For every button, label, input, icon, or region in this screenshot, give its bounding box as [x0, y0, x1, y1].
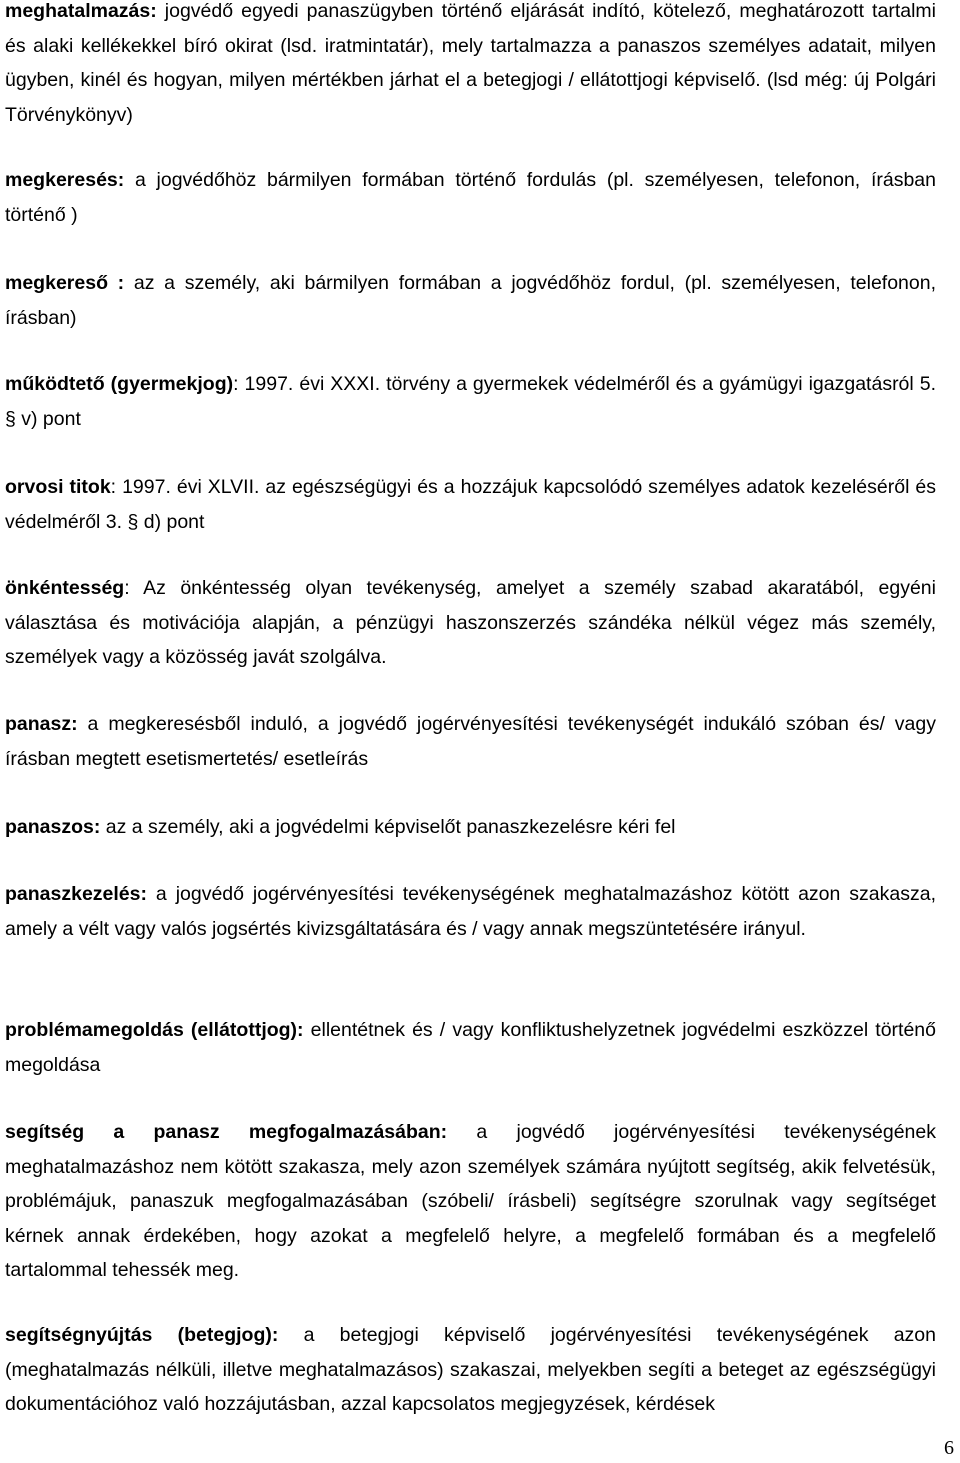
definition-text: a jogvédő jogérvényesítési tevékenységének meghatalmazáshoz kötött azon szakasza, amely a vélt vagy valós jogsértés kivizsgáltatására és / vagy annak megszüntetésére irányul. — [5, 883, 936, 940]
definition-text: a jogvédőhöz bármilyen formában történő fordulás (pl. személyesen, telefonon, írásban történő ) — [5, 169, 936, 226]
definition-panaszos — [5, 810, 936, 845]
definition-panaszkezeles — [5, 877, 936, 946]
definition-text: az a személy, aki a jogvédelmi képviselőt panaszkezelésre kéri fel — [100, 816, 676, 838]
definition-term: segítség a panasz megfogalmazásában: — [5, 1121, 448, 1143]
definition-meghatalmazas — [5, 0, 936, 132]
definition-term: segítségnyújtás (betegjog): — [5, 1324, 279, 1346]
definition-megkereses — [5, 163, 936, 232]
definition-onkentesseg — [5, 571, 936, 675]
definition-text: Az önkéntesség olyan tevékenység, amelyet a személy szabad akaratából, egyéni választása és motivációja alapján, a pénzügyi haszonszerzés szándéka nélkül végez más személy, személyek vagy a közösség javát szolgálva. — [5, 577, 936, 668]
definition-separator: : — [233, 373, 239, 395]
definition-problemamegoldas — [5, 1013, 936, 1082]
definition-term: megkeresés: — [5, 169, 125, 191]
definition-term: önkéntesség — [5, 577, 125, 599]
definition-text: a megkeresésből induló, a jogvédő jogérvényesítési tevékenységét indukáló szóban és/ vagy írásban megtett esetismertetés/ esetleírás — [5, 713, 936, 770]
definition-mukodteto — [5, 367, 936, 436]
definition-megkereso — [5, 266, 936, 335]
definition-panasz — [5, 707, 936, 776]
definition-separator: : — [110, 476, 117, 498]
definition-separator: : — [124, 577, 130, 599]
definition-text: 1997. évi XXXI. törvény a gyermekek védelméről és a gyámügyi igazgatásról 5. § v) pont — [5, 373, 937, 430]
definition-term: meghatalmazás: — [5, 0, 157, 22]
definition-text: jogvédő egyedi panaszügyben történő eljárását indító, kötelező, meghatározott tartalmi és alaki kellékekkel bíró okirat (lsd. iratmintatár), mely tartalmazza a panaszos személyes adatait, milyen ügyben, kinél és hogyan, milyen mértékben járhat el a betegjogi / ellátottjogi képviselő. (lsd még: új Polgári Törvénykönyv) — [5, 0, 936, 126]
definition-term: panasz: — [5, 713, 78, 735]
definition-text: 1997. évi XLVII. az egészségügyi és a hozzájuk kapcsolódó személyes adatok kezeléséről és védelméről 3. § d) pont — [5, 476, 936, 533]
definition-segitsegnyujtas — [5, 1318, 936, 1422]
definition-term: problémamegoldás (ellátottjog): — [5, 1019, 304, 1041]
definition-term: orvosi titok — [5, 476, 111, 498]
page-number: 6 — [944, 1437, 954, 1459]
definition-term: panaszkezelés: — [5, 883, 147, 905]
definition-segitseg-panasz — [5, 1115, 936, 1288]
definition-text: a betegjogi képviselő jogérvényesítési tevékenységének azon (meghatalmazás nélküli, illetve meghatalmazásos) szakaszai, melyekben segíti a beteget az egészségügyi dokumentációhoz való hozzájutásban, azzal kapcsolatos megjegyzések, kérdések — [5, 1324, 936, 1415]
definition-term: panaszos: — [5, 816, 101, 838]
definition-text: a jogvédő jogérvényesítési tevékenységének meghatalmazáshoz nem kötött szakasza, mely azon személyek számára nyújtott segítség, akik felvetésük, problémájuk, panaszuk megfogalmazásában (szóbeli/ írásbeli) segítségre szorulnak vagy segítséget kérnek annak érdekében, hogy azokat a megfelelő helyre, a megfelelő formában és a megfelelő tartalommal tehessék meg. — [5, 1121, 936, 1281]
definition-term: megkereső : — [5, 272, 125, 294]
definition-text: az a személy, aki bármilyen formában a jogvédőhöz fordul, (pl. személyesen, telefonon, írásban) — [5, 272, 937, 329]
definition-orvosi-titok — [5, 470, 936, 539]
definition-term: működtető (gyermekjog) — [5, 373, 234, 395]
definition-text: ellentétnek és / vagy konfliktushelyzetnek jogvédelmi eszközzel történő megoldása — [5, 1019, 936, 1076]
